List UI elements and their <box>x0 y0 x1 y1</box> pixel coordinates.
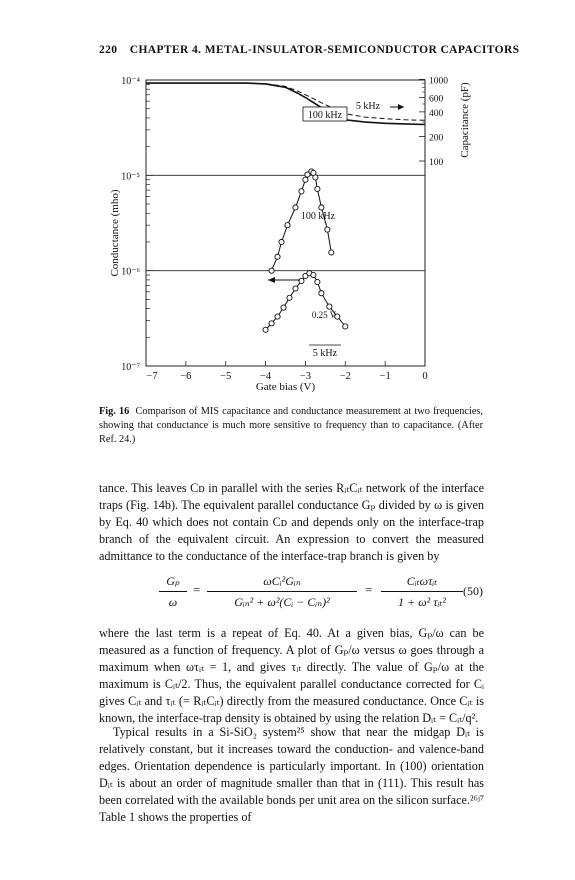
eq-rhs-fraction <box>381 574 463 610</box>
equation-50 <box>99 568 489 626</box>
eq-lhs-den: ω <box>168 595 178 609</box>
data-point-conductance <box>325 227 330 232</box>
y-left-tick-label: 10⁻⁵ <box>121 171 140 183</box>
eq-rhs-den: 1 + ω² τᵢₜ² <box>398 595 446 609</box>
equation-number: (50) <box>463 584 483 598</box>
data-point-conductance <box>299 189 304 194</box>
data-point-conductance <box>311 272 316 277</box>
y-left-axis-label: Conductance (mho) <box>109 189 121 277</box>
y-left-tick-label: 10⁻⁶ <box>121 266 140 278</box>
eq-lhs-fraction <box>159 574 187 610</box>
y-right-tick-label: 600 <box>429 94 444 105</box>
data-point-conductance <box>319 205 324 210</box>
data-point-conductance <box>269 321 274 326</box>
annotation-sweep: 0.25 V <box>311 310 337 320</box>
chart-labels <box>109 82 471 393</box>
caption-text: Comparison of MIS capacitance and conductance measurement at two frequencies, showing that conductance is much more sensitive to frequency than to capacitance. (After Ref. 24.) <box>99 406 483 445</box>
y-right-tick-label: 200 <box>429 133 444 144</box>
paragraph-3: Typical results in a Si-SiO₂ system²⁵ show that near the midgap Dᵢₜ is relatively constant, but it increases toward the conduction- and valence-band edges. Orientation dependence is particularly important. In (100) orientation Dᵢₜ is about an order of magnitude smaller than that in (111). This result has been correlated with the available bonds per unit area on the silicon surface.²⁶ʲ⁷ Table 1 shows the properties of <box>99 725 484 824</box>
eq-mid-num: ωCᵢ²Gᵢₙ <box>207 574 357 592</box>
arrow-head-sweep <box>268 277 275 283</box>
data-point-conductance <box>263 327 268 332</box>
y-left-tick-label: 10⁻⁴ <box>121 76 140 87</box>
x-tick-label: −2 <box>339 371 351 382</box>
data-point-conductance <box>281 305 286 310</box>
data-point-conductance <box>285 223 290 228</box>
data-point-conductance <box>343 324 348 329</box>
data-point-conductance <box>293 286 298 291</box>
chart-series <box>146 83 425 332</box>
data-point-conductance <box>315 279 320 284</box>
y-right-tick-label: 100 <box>429 158 444 168</box>
data-point-conductance <box>275 254 280 259</box>
y-right-axis-label: Capacitance (pF) <box>459 82 471 158</box>
data-point-conductance <box>299 278 304 283</box>
eq-lhs-num: Gₚ <box>159 574 187 592</box>
data-point-conductance <box>303 177 308 182</box>
eq-mid-den: Gᵢₙ² + ω²(Cᵢ − Cᵢₙ)² <box>234 595 330 609</box>
figure-chart <box>0 0 575 400</box>
paragraph-2: where the last term is a repeat of Eq. 40. At a given bias, Gₚ/ω can be measured as a function of frequency. A plot of Gₚ/ω versus ω goes through a maximum when ωτᵢₜ = 1, and gives τᵢₜ directly. The value of Gₚ/ω at the maximum is Cᵢₜ/2. Thus, the equivalent parallel conductance corrected for Cᵢ gives Cᵢₜ and τᵢₜ (= RᵢₜCᵢₜ) directly from the measured conductance. Once Cᵢₜ is known, the interface-trap density is obtained by using the relation Dᵢₜ = Cᵢₜ/q². <box>99 626 484 725</box>
eq-sign-1: = <box>193 582 201 597</box>
data-point-conductance <box>327 304 332 309</box>
x-axis-label: Gate bias (V) <box>255 381 316 393</box>
data-point-conductance <box>275 314 280 319</box>
chapter-title: CHAPTER 4. METAL-INSULATOR-SEMICONDUCTOR CAPACITORS <box>129 44 520 56</box>
x-tick-label: −6 <box>180 371 192 382</box>
eq-sign-2: = <box>365 582 373 597</box>
data-point-conductance <box>293 205 298 210</box>
y-right-tick-label: 1000 <box>429 76 448 87</box>
figure-caption <box>99 405 483 447</box>
x-tick-label: 0 <box>422 371 428 382</box>
eq-mid-fraction <box>207 574 357 610</box>
series-line-capacitance-1 <box>146 83 425 120</box>
annotation-cap-5k: 5 kHz <box>355 101 381 112</box>
x-tick-label: −7 <box>146 371 158 382</box>
data-point-conductance <box>315 186 320 191</box>
data-point-conductance <box>319 291 324 296</box>
annotation-g-100k: 100 kHz <box>300 211 336 222</box>
annotation-cap-100k: 100 kHz <box>307 110 343 121</box>
y-right-tick-label: 400 <box>429 108 444 119</box>
x-tick-label: −4 <box>259 371 272 382</box>
eq-rhs-num: Cᵢₜωτᵢₜ <box>381 574 463 592</box>
data-point-conductance <box>287 295 292 300</box>
x-tick-label: −1 <box>379 371 391 382</box>
annotation-g-5k: 5 kHz <box>312 348 338 359</box>
arrow-head-cap-5k <box>398 104 404 110</box>
x-tick-label: −3 <box>299 371 312 382</box>
caption-label: Fig. 16 <box>99 406 130 417</box>
y-left-tick-label: 10⁻⁷ <box>121 362 140 373</box>
x-tick-label: −5 <box>220 371 232 382</box>
paragraph-1: tance. This leaves Cᴅ in parallel with the series RᵢₜCᵢₜ network of the interface traps (Fig. 14b). The equivalent parallel conductance Gₚ divided by ω is given by Eq. 40 which does not contain Cᴅ and depends only on the interface-trap branch of the equivalent circuit. An expression to convert the measured admittance to the conductance of the interface-trap branch is given by <box>99 481 484 563</box>
data-point-conductance <box>269 268 274 273</box>
data-point-conductance <box>279 239 284 244</box>
data-point-conductance <box>329 250 334 255</box>
page-number: 220 <box>99 44 118 56</box>
chart-axes <box>121 76 448 382</box>
series-line-conductance-3 <box>266 273 346 330</box>
data-point-conductance <box>313 175 318 180</box>
